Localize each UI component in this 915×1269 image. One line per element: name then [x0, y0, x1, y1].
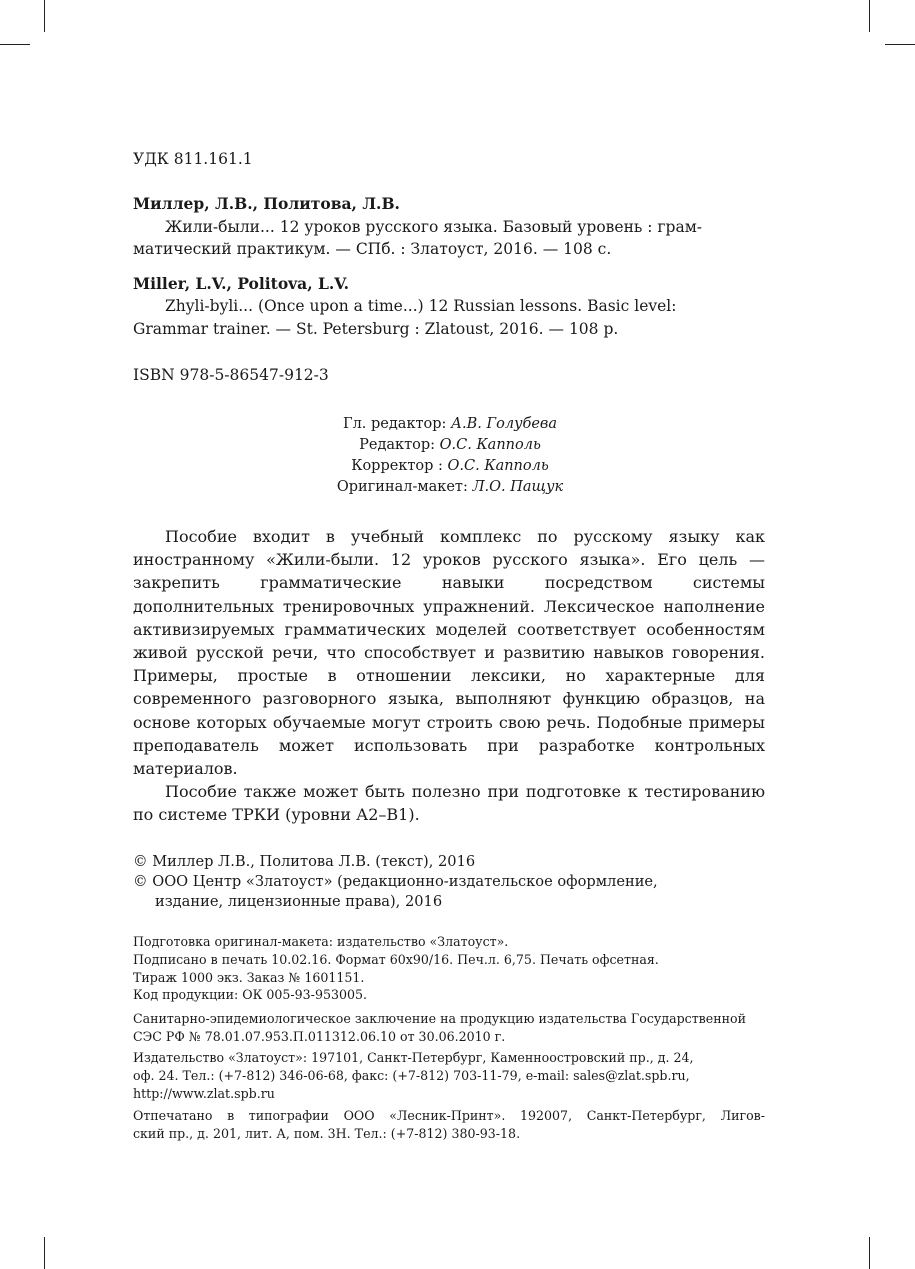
abstract: [133, 525, 765, 827]
credit-line: [300, 477, 600, 498]
copyright-line: © ООО Центр «Златоуст» (редакционно-издательское оформление,: [133, 873, 658, 890]
credit-line: [300, 414, 600, 435]
title-en-line: Zhyli-byli... (Once upon a time...) 12 Russian lessons. Basic level:: [165, 297, 677, 315]
imprint-line: Подписано в печать 10.02.16. Формат 60x90/16. Печ.л. 6,75. Печать офсетная.: [133, 951, 659, 967]
imprint-line: Издательство «Златоуст»: 197101, Санкт-Петербург, Каменноостровский пр., д. 24,: [133, 1050, 694, 1065]
credit-line: [300, 435, 600, 456]
imprint-printer: [133, 1107, 765, 1143]
imprint-line: http://www.zlat.spb.ru: [133, 1085, 275, 1101]
copyright-line: © Миллер Л.В., Политова Л.В. (текст), 2016: [133, 853, 476, 870]
imprint-line: Тираж 1000 экз. Заказ № 1601151.: [133, 969, 365, 985]
imprint-production: [133, 933, 765, 1004]
title-ru-line: матический практикум. — СПб. : Златоуст, 2016. — 108 с.: [133, 240, 612, 258]
crop-mark: [0, 44, 30, 45]
credit-name: Л.О. Пащук: [472, 479, 564, 495]
credit-line: [300, 456, 600, 477]
imprint-line: Подготовка оригинал-макета: издательство «Златоуст».: [133, 934, 509, 949]
imprint-line: Код продукции: ОК 005-93-953005.: [133, 987, 368, 1003]
imprint-line: ский пр., д. 201, лит. А, пом. 3Н. Тел.: (+7-812) 380-93-18.: [133, 1125, 521, 1141]
imprint-sanitary: [133, 1010, 765, 1046]
imprint-line: Санитарно-эпидемиологическое заключение на продукцию издательства Государственной: [133, 1011, 746, 1026]
imprint-publisher: [133, 1049, 765, 1102]
copyright-block: [133, 852, 658, 912]
authors-ru: Миллер, Л.В., Политова, Л.В.: [133, 194, 400, 213]
imprint-line: СЭС РФ № 78.01.07.953.П.011312.06.10 от 30.06.2010 г.: [133, 1028, 506, 1044]
abstract-paragraph: Пособие также может быть полезно при подготовке к тестированию по системе ТРКИ (уровни А2–В1).: [133, 782, 765, 825]
credit-name: О.С. Капполь: [447, 458, 549, 474]
crop-mark: [869, 0, 870, 32]
title-en-line: Grammar trainer. — St. Petersburg : Zlatoust, 2016. — 108 p.: [133, 320, 619, 338]
authors-en: Miller, L.V., Politova, L.V.: [133, 274, 350, 293]
crop-mark: [44, 1237, 45, 1269]
copyright-line: издание, лицензионные права), 2016: [155, 893, 443, 910]
crop-mark: [885, 44, 915, 45]
credits-block: [300, 414, 600, 498]
isbn: ISBN 978-5-86547-912-3: [133, 366, 329, 384]
imprint-line: оф. 24. Тел.: (+7-812) 346-06-68, факс: (+7-812) 703-11-79, e-mail: sales@zlat.spb.ru,: [133, 1067, 690, 1083]
title-ru-line: Жили-были... 12 уроков русского языка. Базовый уровень : грам-: [165, 218, 702, 236]
credit-role: Редактор:: [359, 437, 440, 453]
imprint-line: Отпечатано в типографии ООО «Лесник-Принт». 192007, Санкт-Петербург, Лигов-: [133, 1108, 765, 1123]
credit-name: О.С. Капполь: [439, 437, 541, 453]
credit-role: Гл. редактор:: [342, 416, 452, 432]
udk-code: УДК 811.161.1: [133, 150, 253, 168]
crop-mark: [44, 0, 45, 32]
crop-mark: [869, 1237, 870, 1269]
abstract-paragraph: Пособие входит в учебный комплекс по русскому языку как иностранному «Жили-были. 12 уроков русского языка». Его цель — закрепить грамматические навыки посредством системы дополнительных тренировочных упражнений. Лексическое наполнение активизируемых грамматических моделей соответствует особенностям живой русской речи, что способствует и развитию навыков говорения. Примеры, простые в отношении лексики, но характерные для современного разговорного языка, выполняют функцию образцов, на основе которых обучаемые могут строить свою речь. Подобные примеры преподаватель может использовать при разработке контрольных материалов.: [133, 527, 765, 779]
credit-role: Корректор :: [351, 458, 448, 474]
credit-name: А.В. Голубева: [451, 416, 558, 432]
credit-role: Оригинал-макет:: [336, 479, 473, 495]
